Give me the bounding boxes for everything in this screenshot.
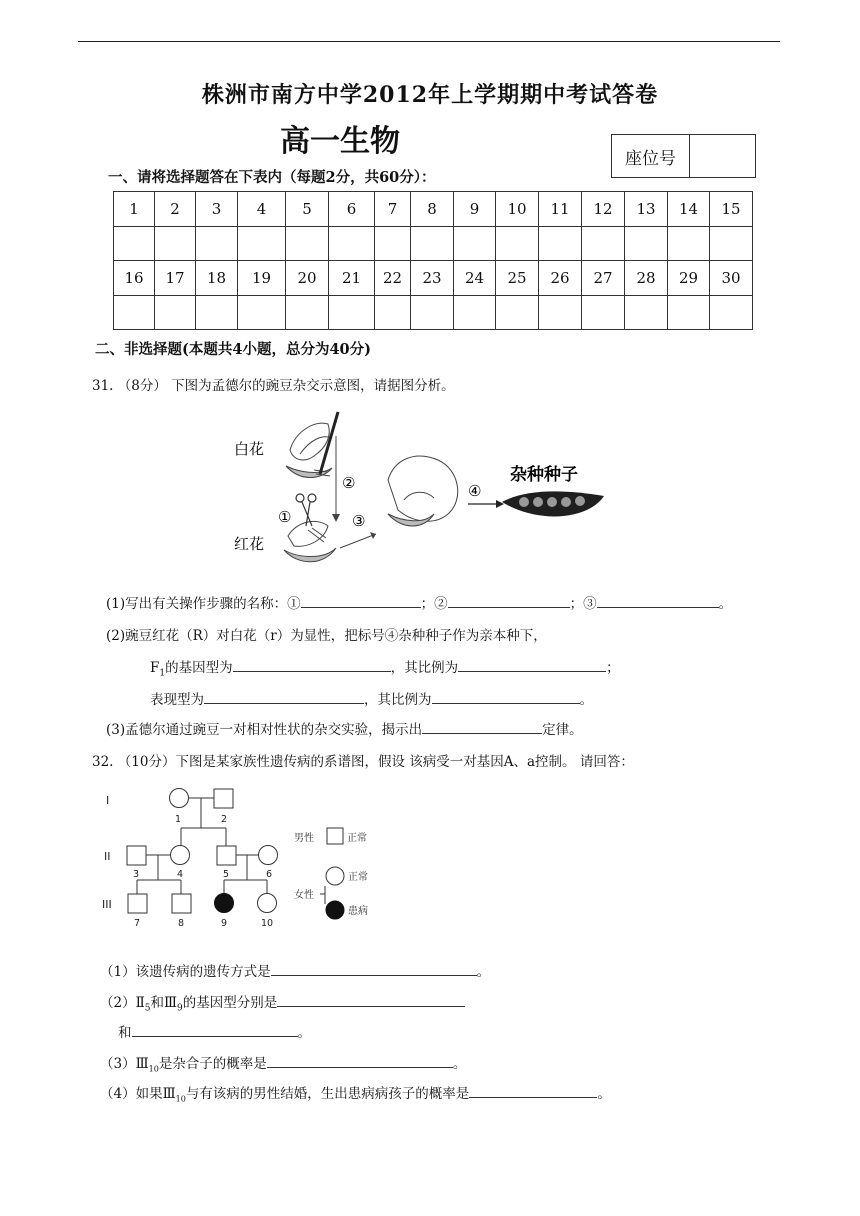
pedigree-number-2: 2 <box>221 814 228 825</box>
question-number-cell: 20 <box>286 261 329 296</box>
pedigree-individual-7 <box>128 894 147 913</box>
red-flower-label: 红花 <box>234 535 265 553</box>
pedigree-number-9: 9 <box>221 918 228 929</box>
pedigree-number-4: 4 <box>177 869 184 880</box>
q32-part4: （4）如果$Ⅲ_{10}$与有该病的男性结婚，生出患病病孩子的概率是 。 <box>100 1082 611 1104</box>
q32-part2: $(2)Ⅱ_5$和$Ⅲ_9$的基因型分别是 <box>100 991 465 1014</box>
generation-label-1: I <box>106 794 110 807</box>
legend-female-label: 女性 <box>294 890 314 901</box>
answer-cell[interactable] <box>582 295 625 330</box>
answer-row <box>114 295 753 330</box>
question-number-cell: 22 <box>375 261 411 296</box>
answer-cell[interactable] <box>496 295 539 330</box>
q32-part3: $(3)Ⅲ_{10}$是杂合子的概率是 。 <box>100 1052 466 1074</box>
step2-label: ② <box>342 474 356 492</box>
pedigree-number-1: 1 <box>175 814 182 825</box>
q31-part1: (1)写出有关操作步骤的名称：① ；② ；③ 。 <box>106 592 732 612</box>
question-number-cell: 6 <box>329 192 375 227</box>
pedigree-individual-9-affected <box>215 894 234 913</box>
generation-label-3: III <box>102 898 112 911</box>
question-number-cell: 27 <box>582 261 625 296</box>
question-number-cell: 18 <box>196 261 238 296</box>
hybrid-seeds-label: 杂种种子 <box>510 465 578 485</box>
q31-blank-step1[interactable] <box>301 593 421 608</box>
question-number-cell: 2 <box>155 192 196 227</box>
q32-blank-genotype-iii9[interactable] <box>132 1022 298 1037</box>
pedigree-chart <box>100 786 400 936</box>
answer-cell[interactable] <box>238 295 286 330</box>
seat-number-field[interactable] <box>690 135 755 177</box>
question-number-cell: 23 <box>411 261 454 296</box>
step4-label: ④ <box>468 482 482 500</box>
question-number-cell: 3 <box>196 192 238 227</box>
pedigree-number-10: 10 <box>261 918 274 929</box>
question-number-cell: 19 <box>238 261 286 296</box>
answer-cell[interactable] <box>375 295 411 330</box>
q31-stem: 31. （8分） 下图为孟德尔的豌豆杂交示意图，请据图分析。 <box>92 378 455 394</box>
q31-part2-genotype: $F_1$的基因型为 ，其比例为 ； <box>150 656 620 679</box>
legend-male-normal-label: 正常 <box>347 833 367 844</box>
question-number-cell: 10 <box>496 192 539 227</box>
answer-cell[interactable] <box>286 226 329 261</box>
answer-cell[interactable] <box>329 226 375 261</box>
white-flower-illustration <box>286 423 332 477</box>
pedigree-number-3: 3 <box>133 869 140 880</box>
q31-blank-phenotype[interactable] <box>204 689 364 704</box>
generation-label-2: II <box>104 850 111 863</box>
pea-cross-figure <box>228 410 618 570</box>
legend-affected-label: 患病 <box>348 906 368 917</box>
answer-cell[interactable] <box>411 226 454 261</box>
pedigree-individual-8 <box>172 894 191 913</box>
question-number-cell: 9 <box>454 192 496 227</box>
question-number-cell: 25 <box>496 261 539 296</box>
answer-cell[interactable] <box>454 295 496 330</box>
answer-cell[interactable] <box>710 226 753 261</box>
q32-blank-inheritance[interactable] <box>271 961 477 976</box>
pea-pod-illustration <box>502 491 604 516</box>
answer-cell[interactable] <box>411 295 454 330</box>
question-number-cell: 21 <box>329 261 375 296</box>
q31-blank-step3[interactable] <box>597 593 719 608</box>
question-number-cell: 24 <box>454 261 496 296</box>
step3-arrow <box>340 534 376 548</box>
question-number-cell: 4 <box>238 192 286 227</box>
answer-cell[interactable] <box>196 226 238 261</box>
pedigree-individual-1 <box>170 789 189 808</box>
question-number-cell: 11 <box>539 192 582 227</box>
exam-title: 株洲市南方中学2012年上学期期中考试答卷 <box>201 82 659 108</box>
question-number-cell: 30 <box>710 261 753 296</box>
question-number-cell: 13 <box>625 192 668 227</box>
q32-part1: （1）该遗传病的遗传方式是 。 <box>100 960 490 980</box>
red-flower-illustration <box>284 521 336 561</box>
subject-title: 高一生物 <box>280 124 400 159</box>
answer-cell[interactable] <box>329 295 375 330</box>
pedigree-individual-6 <box>259 846 278 865</box>
question-number-cell: 12 <box>582 192 625 227</box>
answer-cell[interactable] <box>539 226 582 261</box>
legend-male-label: 男性 <box>294 833 314 844</box>
answer-cell[interactable] <box>710 295 753 330</box>
legend-affected-symbol <box>326 901 344 919</box>
answer-cell[interactable] <box>539 295 582 330</box>
question-number-cell: 15 <box>710 192 753 227</box>
question-number-cell: 29 <box>668 261 710 296</box>
pedigree-number-7: 7 <box>134 918 141 929</box>
q31-part2-stem: (2)豌豆红花（R）对白花（r）为显性，把标号④杂种种子作为亲本种下， <box>106 628 547 644</box>
seat-number-box <box>611 134 756 178</box>
answer-cell[interactable] <box>668 226 710 261</box>
answer-cell[interactable] <box>114 295 155 330</box>
q31-blank-step2[interactable] <box>448 593 570 608</box>
answer-cell[interactable] <box>496 226 539 261</box>
question-number-cell: 7 <box>375 192 411 227</box>
answer-cell[interactable] <box>625 226 668 261</box>
question-number-cell: 1 <box>114 192 155 227</box>
answer-table <box>113 191 753 330</box>
pedigree-individual-3 <box>127 846 146 865</box>
q32-part2-cont: 和 。 <box>118 1021 311 1041</box>
pedigree-individual-2 <box>214 789 233 808</box>
question-number-cell: 28 <box>625 261 668 296</box>
pedigree-individual-10 <box>258 894 277 913</box>
answer-cell[interactable] <box>375 226 411 261</box>
white-flower-label: 白花 <box>234 440 265 458</box>
question-number-row <box>114 192 753 227</box>
q31-blank-genotype[interactable] <box>233 657 391 672</box>
answer-cell[interactable] <box>582 226 625 261</box>
step1-label: ① <box>278 508 292 526</box>
answer-cell[interactable] <box>454 226 496 261</box>
top-rule <box>78 41 780 42</box>
q31-blank-law[interactable] <box>422 719 542 734</box>
answer-cell[interactable] <box>625 295 668 330</box>
q32-stem: 32. （10分）下图是某家族性遗传病的系谱图，假设 该病受一对基因A、a控制。 请回答： <box>92 754 634 770</box>
answer-cell[interactable] <box>114 226 155 261</box>
answer-row <box>114 226 753 261</box>
q32-blank-affected-prob[interactable] <box>469 1083 597 1098</box>
legend-male-normal-symbol <box>327 828 343 844</box>
q31-part3: (3)孟德尔通过豌豆一对相对性状的杂交实验，揭示出 定律。 <box>106 718 583 738</box>
pedigree-number-6: 6 <box>266 869 273 880</box>
question-number-cell: 14 <box>668 192 710 227</box>
seat-number-label: 座位号 <box>612 135 690 177</box>
brush-icon <box>320 412 338 474</box>
question-number-cell: 5 <box>286 192 329 227</box>
answer-cell[interactable] <box>238 226 286 261</box>
answer-cell[interactable] <box>286 295 329 330</box>
q31-part2-phenotype: 表现型为 ，其比例为 。 <box>150 688 593 708</box>
q31-blank-genotype-ratio[interactable] <box>458 657 606 672</box>
section1-heading: 一、请将选择题答在下表内（每题2分，共60分）： <box>108 169 436 186</box>
pedigree-number-5: 5 <box>223 869 230 880</box>
q32-blank-heterozygote-prob[interactable] <box>267 1053 453 1068</box>
answer-cell[interactable] <box>155 226 196 261</box>
question-number-row <box>114 261 753 296</box>
q32-blank-genotype-ii5[interactable] <box>277 992 465 1007</box>
pedigree-individual-4 <box>171 846 190 865</box>
step3-label: ③ <box>352 512 366 530</box>
answer-cell[interactable] <box>196 295 238 330</box>
answer-cell[interactable] <box>668 295 710 330</box>
answer-cell[interactable] <box>155 295 196 330</box>
section2-heading: 二、非选择题(本题共4小题，总分为40分) <box>95 341 371 358</box>
q31-blank-phenotype-ratio[interactable] <box>432 689 580 704</box>
legend-female-normal-symbol <box>326 867 344 885</box>
question-number-cell: 26 <box>539 261 582 296</box>
pollinated-flower-illustration <box>388 456 458 526</box>
pedigree-individual-5 <box>217 846 236 865</box>
legend-female-normal-label: 正常 <box>348 872 368 883</box>
question-number-cell: 17 <box>155 261 196 296</box>
question-number-cell: 16 <box>114 261 155 296</box>
question-number-cell: 8 <box>411 192 454 227</box>
pedigree-number-8: 8 <box>178 918 185 929</box>
